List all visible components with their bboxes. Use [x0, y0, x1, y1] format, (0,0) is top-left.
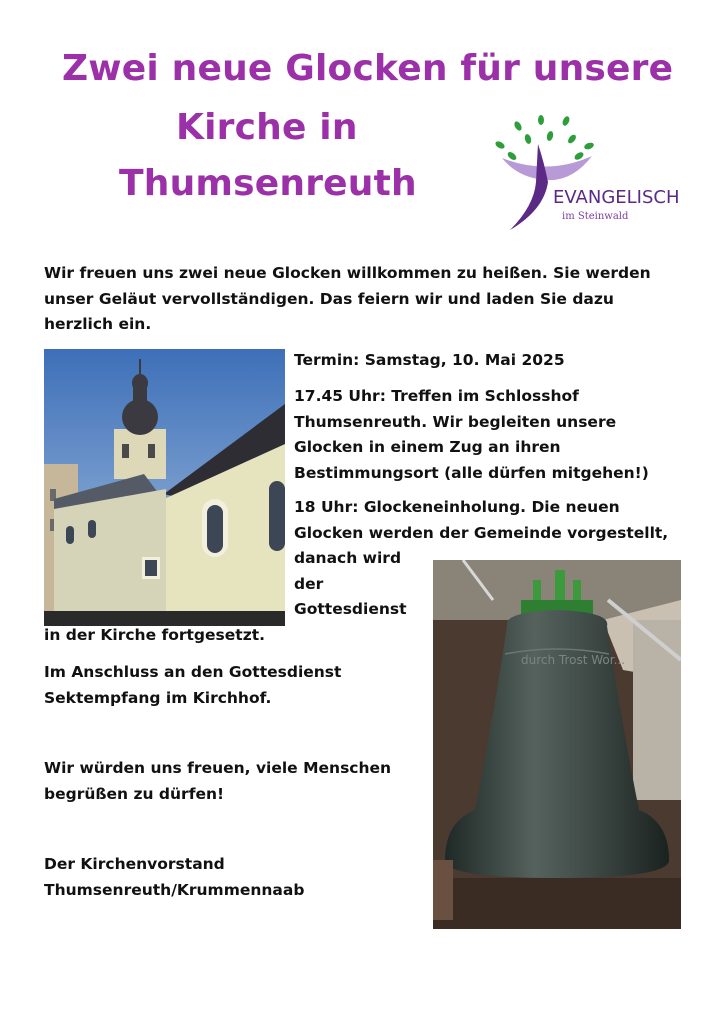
intro-paragraph: Wir freuen uns zwei neue Glocken willkommen zu heißen. Sie werden unser Geläut vervollständigen. Das feiern wir und laden Sie dazu herzlich ein. [44, 264, 651, 333]
logo-subtitle: im Steinwald [562, 211, 629, 222]
bell-photo [433, 560, 681, 929]
signature: Der Kirchenvorstand Thumsenreuth/Krummennaab [44, 855, 305, 899]
reception-note: Im Anschluss an den Gottesdienst Sektempfang im Kirchhof. [44, 663, 342, 707]
page-title-line-3: Thumsenreuth [119, 163, 417, 204]
schedule-item-1800-end: in der Kirche fortgesetzt. [44, 626, 266, 644]
welcome-note: Wir würden uns freuen, viele Menschen begrüßen zu dürfen! [44, 759, 392, 803]
schedule-item-1800: 18 Uhr: Glockeneinholung. Die neuen Glocken werden der Gemeinde vorgestellt, danach wird der Gottesdienst [294, 498, 669, 618]
svg-text:durch Trost Wor...: durch Trost Wor... [521, 653, 626, 667]
event-date: Termin: Samstag, 10. Mai 2025 [294, 351, 565, 369]
logo-name: EVANGELISCH [553, 187, 680, 208]
page-title-line-2: Kirche in [176, 107, 358, 148]
schedule-item-1745: 17.45 Uhr: Treffen im Schlosshof Thumsenreuth. Wir begleiten unsere Glocken in einem Zug an ihren Bestimmungsort (alle dürfen mitgehen!) [294, 387, 649, 482]
page-title-line-1: Zwei neue Glocken für unsere [62, 48, 674, 89]
church-photo [44, 349, 285, 626]
